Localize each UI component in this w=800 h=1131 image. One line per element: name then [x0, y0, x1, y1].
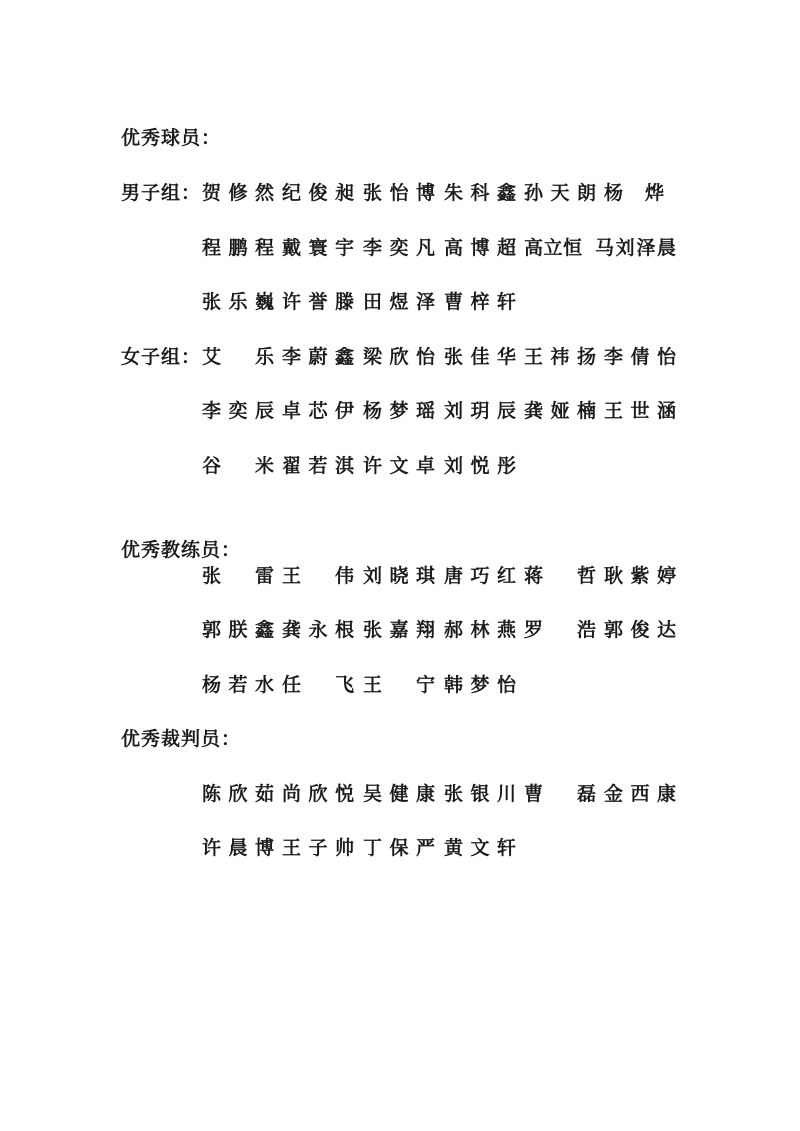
- coach-name: 唐巧红: [444, 565, 516, 587]
- coach-name: 张 雷: [202, 565, 274, 587]
- player-name: 杨梦瑶: [363, 400, 435, 422]
- referee-name: 黄文轩: [444, 837, 516, 859]
- coach-name: 韩梦怡: [444, 674, 516, 696]
- player-name: 李蔚鑫: [282, 346, 354, 368]
- player-name: 许誉滕: [282, 291, 354, 313]
- coach-name: 郭俊达: [604, 619, 676, 641]
- coach-name: 郭朕鑫: [202, 619, 274, 641]
- player-name: 贺修然: [202, 182, 274, 204]
- player-name: 高博超: [444, 237, 516, 259]
- player-name: 谷 米: [202, 455, 274, 477]
- player-name: 艾 乐: [202, 346, 274, 368]
- referee-name: 张银川: [444, 783, 516, 805]
- referee-name: 丁保严: [363, 837, 435, 859]
- player-name: 许文卓: [363, 455, 435, 477]
- player-name: 杨 烨: [604, 182, 664, 204]
- player-name: 卓芯伊: [282, 400, 354, 422]
- coach-name: 杨若水: [202, 674, 274, 696]
- coach-name: 张嘉翔: [363, 619, 435, 641]
- player-name: 刘玥辰: [444, 400, 516, 422]
- coach-name: 蒋 哲: [524, 565, 596, 587]
- coach-name: 刘晓琪: [363, 565, 435, 587]
- referees-heading: 优秀裁判员：: [121, 728, 242, 750]
- player-name: 刘悦彤: [444, 455, 516, 477]
- player-name: 王世涵: [604, 400, 676, 422]
- player-name: 曹梓轩: [444, 291, 516, 313]
- referee-name: 王子帅: [282, 837, 354, 859]
- player-name: 高立恒: [524, 237, 582, 259]
- player-name: 纪俊昶: [282, 182, 354, 204]
- women-group-label: 女子组：: [121, 346, 202, 368]
- coach-name: 郝林燕: [444, 619, 516, 641]
- referee-name: 许晨博: [202, 837, 274, 859]
- referee-name: 金西康: [604, 783, 676, 805]
- player-name: 张佳华: [444, 346, 516, 368]
- referee-name: 吴健康: [363, 783, 435, 805]
- player-name: 李奕辰: [202, 400, 274, 422]
- coach-name: 王 宁: [363, 674, 435, 696]
- coach-name: 龚永根: [282, 619, 354, 641]
- player-name: 戴寰宇: [282, 237, 354, 259]
- player-name: 田煜泽: [363, 291, 435, 313]
- player-name: 王祎扬: [524, 346, 596, 368]
- player-name: 张乐巍: [202, 291, 274, 313]
- men-group-label: 男子组：: [121, 182, 202, 204]
- referee-name: 尚欣悦: [282, 783, 354, 805]
- coach-name: 罗 浩: [524, 619, 596, 641]
- player-name: 龚娅楠: [524, 400, 596, 422]
- player-name: 李奕凡: [363, 237, 435, 259]
- player-name: 翟若淇: [282, 455, 354, 477]
- player-name: 张怡博: [363, 182, 435, 204]
- coach-name: 王 伟: [282, 565, 354, 587]
- players-heading: 优秀球员：: [121, 127, 222, 149]
- player-name: 朱科鑫: [444, 182, 516, 204]
- player-name: 李倩怡: [604, 346, 676, 368]
- player-name: 梁欣怡: [363, 346, 435, 368]
- referee-name: 曹 磊: [524, 783, 596, 805]
- player-name: 程鹏程: [202, 237, 274, 259]
- player-name: 孙天朗: [524, 182, 596, 204]
- coach-name: 任 飞: [282, 674, 354, 696]
- referee-name: 陈欣茹: [202, 783, 274, 805]
- coach-name: 耿紫婷: [604, 565, 676, 587]
- player-name: 马刘泽晨: [595, 237, 675, 259]
- coaches-heading: 优秀教练员：: [121, 539, 242, 561]
